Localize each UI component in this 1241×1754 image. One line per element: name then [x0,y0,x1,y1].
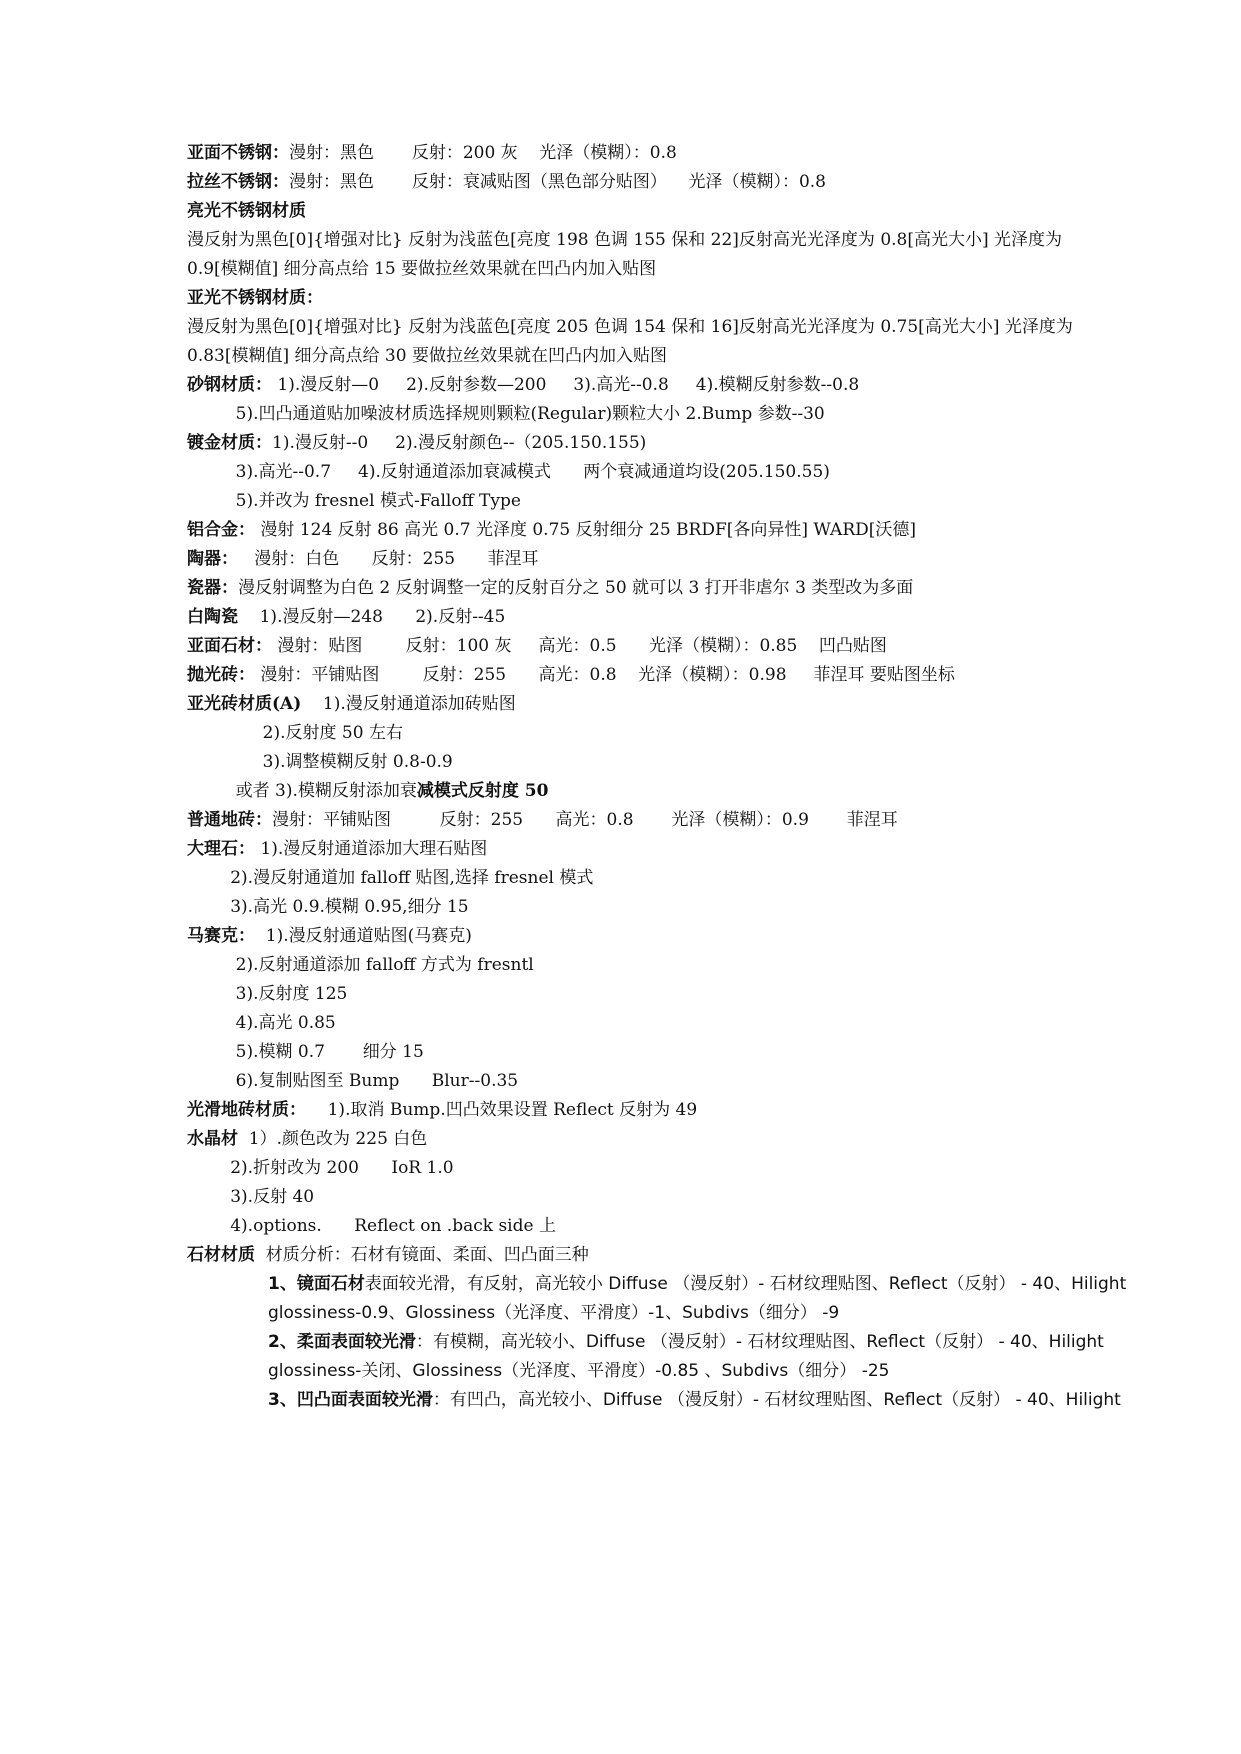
text-line: 亚光砖材质(A) 1).漫反射通道添加砖贴图 [187,694,516,714]
text-line: 亚光不锈钢材质： [187,288,323,308]
stone-line: 1、镜面石材表面较光滑，有反射，高光较小 Diffuse （漫反射）- 石材纹理贴图、Reflect（反射） - 40、Hilight [268,1274,1127,1294]
text-line: 或者 3).模糊反射添加衰减模式反射度 50 [187,781,549,801]
text-line: 2).反射度 50 左右 [187,723,403,743]
text-line: 大理石： 1).漫反射通道添加大理石贴图 [187,839,488,859]
text-line: 砂钢材质： 1).漫反射—0 2).反射参数—200 3).高光--0.8 4).模糊反射参数--0.8 [187,375,860,395]
text-line: 0.9[模糊值] 细分高点给 15 要做拉丝效果就在凹凸内加入贴图 [187,259,657,279]
text-line: 2).折射改为 200 IoR 1.0 [187,1158,454,1178]
text-line: 5).模糊 0.7 细分 15 [187,1042,424,1062]
text-line: 镀金材质：1).漫反射--0 2).漫反射颜色--（205.150.155) [187,433,647,453]
text-line: 2).反射通道添加 falloff 方式为 fresntl [187,955,534,975]
text-line: 亚面不锈钢：漫射：黑色 反射：200 灰 光泽（模糊）：0.8 [187,143,677,163]
text-line: 3).高光--0.7 4).反射通道添加衰减模式 两个衰减通道均设(205.150.55) [187,462,830,482]
text-line: 5).凹凸通道贴加噪波材质选择规则颗粒(Regular)颗粒大小 2.Bump 参数--30 [187,404,825,424]
stone-line: 3、凹凸面表面较光滑：有凹凸，高光较小、Diffuse （漫反射）- 石材纹理贴图、Reflect（反射） - 40、Hilight [268,1390,1121,1410]
text-line: 3).反射 40 [187,1187,315,1207]
text-line: 陶器： 漫射：白色 反射：255 菲涅耳 [187,549,539,569]
text-line: 抛光砖： 漫射：平铺贴图 反射：255 高光：0.8 光泽（模糊）：0.98 菲涅耳 要贴图坐标 [187,665,955,685]
text-line: 2).漫反射通道加 falloff 贴图,选择 fresnel 模式 [187,868,594,888]
text-line: 拉丝不锈钢：漫射：黑色 反射：衰减贴图（黑色部分贴图） 光泽（模糊）：0.8 [187,172,826,192]
text-line: 4).options. Reflect on .back side 上 [187,1216,556,1236]
text-line: 光滑地砖材质： 1).取消 Bump.凹凸效果设置 Reflect 反射为 49 [187,1100,698,1120]
text-line: 铝合金： 漫射 124 反射 86 高光 0.7 光泽度 0.75 反射细分 25 BRDF[各向异性] WARD[沃德] [187,520,917,540]
text-line: 漫反射为黑色[0]{增强对比} 反射为浅蓝色[亮度 198 色调 155 保和 22]反射高光光泽度为 0.8[高光大小] 光泽度为 [187,230,1063,250]
text-line: 5).并改为 fresnel 模式-Falloff Type [187,491,521,511]
text-line: 亮光不锈钢材质 [187,201,306,221]
text-line: 瓷器：漫反射调整为白色 2 反射调整一定的反射百分之 50 就可以 3 打开非虐尔 3 类型改为多面 [187,578,914,598]
stone-line: glossiness-关闭、Glossiness（光泽度、平滑度）-0.85 、Subdivs（细分） -25 [268,1361,890,1381]
text-line: 普通地砖：漫射：平铺贴图 反射：255 高光：0.8 光泽（模糊）：0.9 菲涅耳 [187,810,898,830]
text-line: 3).高光 0.9.模糊 0.95,细分 15 [187,897,469,917]
text-line: 马赛克： 1).漫反射通道贴图(马赛克) [187,926,472,946]
text-line: 4).高光 0.85 [187,1013,336,1033]
text-line: 3).调整模糊反射 0.8-0.9 [187,752,453,772]
text-line: 白陶瓷 1).漫反射—248 2).反射--45 [187,607,506,627]
stone-line: glossiness-0.9、Glossiness（光泽度、平滑度）-1、Subdivs（细分） -9 [268,1303,840,1323]
text-line: 漫反射为黑色[0]{增强对比} 反射为浅蓝色[亮度 205 色调 154 保和 16]反射高光光泽度为 0.75[高光大小] 光泽度为 [187,317,1073,337]
text-line: 石材材质 材质分析：石材有镜面、柔面、凹凸面三种 [187,1245,589,1265]
text-line: 3).反射度 125 [187,984,348,1004]
stone-line: 2、柔面表面较光滑：有模糊，高光较小、Diffuse （漫反射）- 石材纹理贴图、Reflect（反射） - 40、Hilight [268,1332,1104,1352]
text-line: 6).复制贴图至 Bump Blur--0.35 [187,1071,519,1091]
text-line: 亚面石材： 漫射：贴图 反射：100 灰 高光：0.5 光泽（模糊）：0.85 凹凸贴图 [187,636,887,656]
text-line: 0.83[模糊值] 细分高点给 30 要做拉丝效果就在凹凸内加入贴图 [187,346,667,366]
text-line: 水晶材 1）.颜色改为 225 白色 [187,1129,428,1149]
